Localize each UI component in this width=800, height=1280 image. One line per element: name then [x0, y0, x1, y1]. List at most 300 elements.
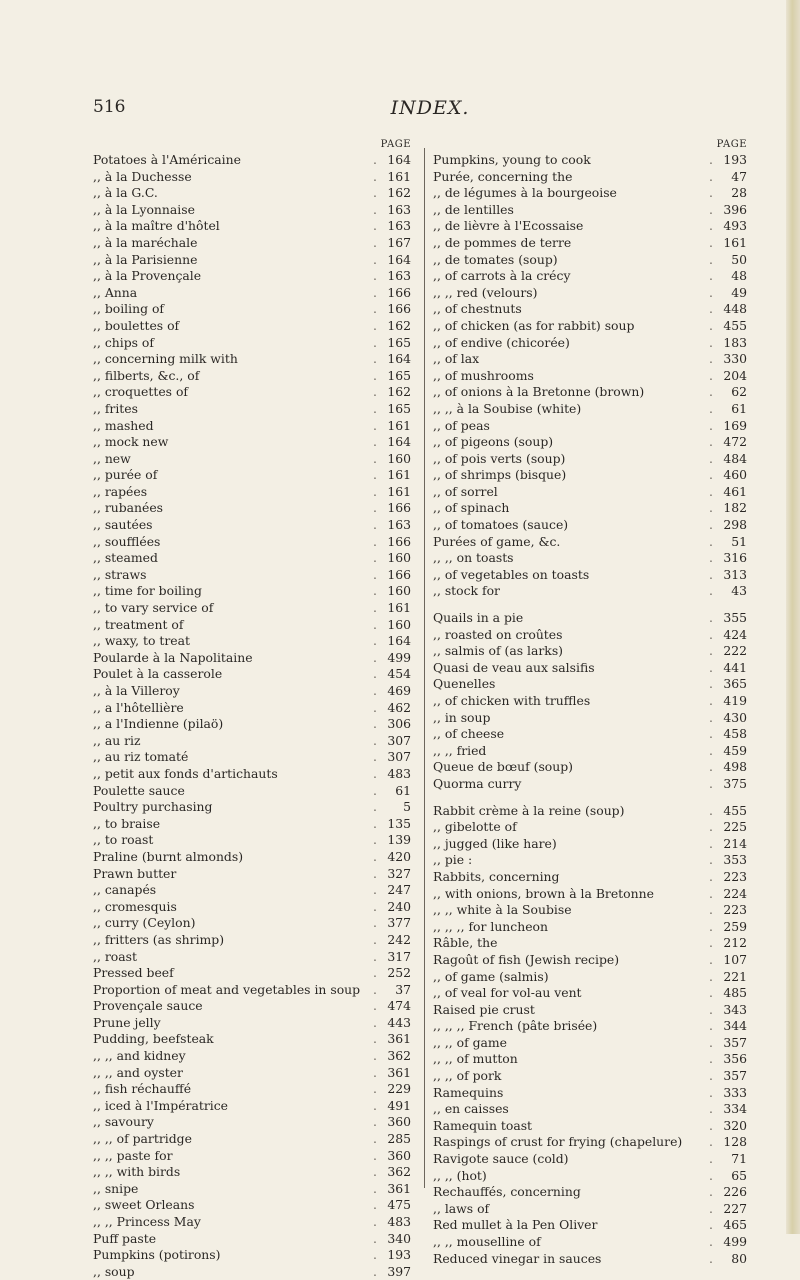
entry-page: 166	[387, 500, 411, 516]
index-entry	[433, 852, 747, 869]
index-entry	[93, 301, 411, 318]
index-entry	[433, 1018, 747, 1035]
entry-page: 214	[723, 835, 747, 851]
index-entry	[93, 318, 411, 335]
leader-dots: .	[373, 417, 377, 433]
entry-text: ,, of mushrooms	[433, 367, 534, 383]
entry-text: ,, stock for	[433, 583, 500, 599]
entry-page: 162	[387, 317, 411, 333]
entry-page: 247	[387, 882, 411, 898]
leader-dots: .	[373, 616, 377, 632]
entry-text: ,, au riz tomaté	[93, 749, 189, 765]
leader-dots: .	[709, 168, 713, 184]
leader-dots: .	[373, 218, 377, 234]
leader-dots: .	[709, 1184, 713, 1200]
entry-page: 474	[387, 998, 411, 1014]
index-entry	[93, 368, 411, 385]
entry-page: 50	[731, 251, 747, 267]
index-entry	[433, 467, 747, 484]
entry-page: 80	[731, 1250, 747, 1266]
entry-text: ,, of vegetables on toasts	[433, 566, 590, 582]
entry-text: ,, à la Parisienne	[93, 251, 198, 267]
leader-dots: .	[373, 1263, 377, 1279]
entry-text: ,, boulettes of	[93, 317, 180, 333]
leader-dots: .	[373, 732, 377, 748]
entry-page: 455	[723, 317, 747, 333]
index-entry	[93, 550, 411, 567]
column-divider	[424, 148, 425, 1188]
entry-text: ,, rubanées	[93, 500, 164, 516]
entry-text: ,, ,, paste for	[93, 1147, 173, 1163]
entry-page: 330	[723, 351, 747, 367]
entry-page: 377	[387, 915, 411, 931]
entry-text: ,, ,, à la Soubise (white)	[433, 400, 582, 416]
entry-page: 65	[731, 1167, 747, 1183]
entry-text: Ragoût of fish (Jewish recipe)	[433, 951, 620, 967]
entry-text: ,, Anna	[93, 284, 138, 300]
entry-page: 357	[723, 1068, 747, 1084]
leader-dots: .	[373, 533, 377, 549]
entry-page: 441	[723, 659, 747, 675]
entry-text: Pumpkins (potirons)	[93, 1247, 221, 1263]
leader-dots: .	[373, 583, 377, 599]
index-entry	[93, 384, 411, 401]
entry-page: 340	[387, 1230, 411, 1246]
leader-dots: .	[373, 400, 377, 416]
entry-text: Ramequins	[433, 1084, 504, 1100]
entry-page: 499	[387, 649, 411, 665]
entry-text: Puff paste	[93, 1230, 157, 1246]
index-entry	[433, 401, 747, 418]
leader-dots: .	[373, 948, 377, 964]
leader-dots: .	[373, 268, 377, 284]
leader-dots: .	[709, 1151, 713, 1167]
entry-text: ,, soufflées	[93, 533, 161, 549]
entry-text: ,, of lax	[433, 351, 480, 367]
leader-dots: .	[709, 802, 713, 818]
index-entry	[93, 733, 411, 750]
entry-page: 313	[723, 566, 747, 582]
entry-text: ,, soup	[93, 1263, 135, 1279]
entry-text: Prawn butter	[93, 865, 177, 881]
entry-page: 51	[731, 533, 747, 549]
entry-page: 443	[387, 1014, 411, 1030]
index-entry	[93, 783, 411, 800]
entry-page: 320	[723, 1117, 747, 1133]
entry-page: 166	[387, 566, 411, 582]
entry-page: 135	[387, 815, 411, 831]
entry-page: 161	[387, 483, 411, 499]
leader-dots: .	[373, 882, 377, 898]
entry-text: ,, ,, and oyster	[93, 1064, 183, 1080]
index-entry	[93, 982, 411, 999]
entry-page: 483	[387, 1214, 411, 1229]
leader-dots: .	[373, 666, 377, 682]
index-entry	[93, 816, 411, 833]
leader-dots: .	[373, 1180, 377, 1196]
entry-text: Raised pie crust	[433, 1001, 535, 1017]
index-entry	[93, 434, 411, 451]
leader-dots: .	[373, 168, 377, 184]
entry-text: Poultry purchasing	[93, 799, 213, 815]
index-entry	[93, 583, 411, 600]
entry-page: 448	[723, 301, 747, 317]
entry-page: 307	[387, 732, 411, 748]
entry-page: 37	[395, 981, 411, 997]
entry-page: 491	[387, 1097, 411, 1113]
leader-dots: .	[373, 1214, 377, 1229]
entry-page: 454	[387, 666, 411, 682]
entry-page: 183	[723, 334, 747, 350]
entry-page: 327	[387, 865, 411, 881]
entry-text: Poularde à la Napolitaine	[93, 649, 253, 665]
entry-page: 362	[387, 1048, 411, 1064]
leader-dots: .	[709, 1034, 713, 1050]
entry-text: ,, ,, with birds	[93, 1164, 181, 1180]
entry-text: Praline (burnt almonds)	[93, 848, 244, 864]
index-entry	[433, 1151, 747, 1168]
index-entry	[433, 1002, 747, 1019]
leader-dots: .	[373, 234, 377, 250]
entry-text: Quails in a pie	[433, 610, 524, 626]
leader-dots: .	[709, 301, 713, 317]
index-entry	[93, 700, 411, 717]
entry-text: Red mullet à la Pen Oliver	[433, 1217, 598, 1233]
index-entry	[93, 965, 411, 982]
leader-dots: .	[709, 775, 713, 791]
leader-dots: .	[373, 1114, 377, 1130]
entry-page: 227	[723, 1200, 747, 1216]
entry-text: ,, mashed	[93, 417, 154, 433]
entry-text: ,, roast	[93, 948, 137, 964]
entry-page: 164	[387, 633, 411, 649]
leader-dots: .	[373, 1131, 377, 1147]
leader-dots: .	[709, 367, 713, 383]
index-entry	[93, 169, 411, 186]
leader-dots: .	[709, 384, 713, 400]
entry-text: ,, filberts, &c., of	[93, 367, 200, 383]
index-entry	[433, 660, 747, 677]
index-entry	[93, 1181, 411, 1198]
leader-dots: .	[709, 251, 713, 267]
entry-text: ,, of pois verts (soup)	[433, 450, 566, 466]
leader-dots: .	[709, 583, 713, 599]
entry-text: ,, fish réchauffé	[93, 1081, 192, 1097]
index-entry	[93, 1031, 411, 1048]
leader-dots: .	[709, 868, 713, 884]
entry-page: 460	[723, 467, 747, 483]
index-entry	[93, 1048, 411, 1065]
index-entry	[93, 484, 411, 501]
index-entry	[93, 617, 411, 634]
entry-text: ,, to braise	[93, 815, 161, 831]
leader-dots: .	[709, 1068, 713, 1084]
index-entry	[433, 1085, 747, 1102]
index-entry	[93, 1197, 411, 1214]
entry-page: 160	[387, 583, 411, 599]
index-entry	[433, 301, 747, 318]
leader-dots: .	[373, 367, 377, 383]
entry-text: ,, of chestnuts	[433, 301, 522, 317]
entry-page: 160	[387, 616, 411, 632]
index-entry	[433, 484, 747, 501]
entry-text: Quenelles	[433, 676, 496, 692]
leader-dots: .	[709, 1217, 713, 1233]
index-entry	[433, 1168, 747, 1185]
entry-text: ,, ,, ,, for luncheon	[433, 918, 548, 934]
entry-text: Pressed beef	[93, 965, 174, 981]
entry-page: 161	[387, 467, 411, 483]
entry-text: ,, ,, fried	[433, 742, 487, 758]
entry-text: ,, gibelotte of	[433, 819, 517, 835]
index-entry	[433, 776, 747, 793]
entry-page: 161	[387, 600, 411, 616]
entry-text: ,, cromesquis	[93, 898, 177, 914]
index-entry	[433, 534, 747, 551]
leader-dots: .	[373, 1197, 377, 1213]
page-number: 516	[93, 97, 126, 117]
entry-text: ,, sweet Orleans	[93, 1197, 195, 1213]
entry-page: 472	[723, 434, 747, 450]
leader-dots: .	[373, 1247, 377, 1263]
leader-dots: .	[709, 1117, 713, 1133]
entry-text: ,, snipe	[93, 1180, 139, 1196]
index-entry	[433, 451, 747, 468]
leader-dots: .	[373, 185, 377, 201]
entry-text: Quorma curry	[433, 775, 522, 791]
leader-dots: .	[373, 500, 377, 516]
leader-dots: .	[709, 550, 713, 566]
leader-dots: .	[709, 985, 713, 1001]
leader-dots: .	[373, 1147, 377, 1163]
entry-text: ,, mock new	[93, 434, 169, 450]
leader-dots: .	[709, 885, 713, 901]
leader-dots: .	[373, 251, 377, 267]
entry-text: Rechauffés, concerning	[433, 1184, 581, 1200]
entry-text: ,, a l'hôtellière	[93, 699, 184, 715]
column-header: PAGE	[716, 139, 747, 150]
entry-page: 361	[387, 1180, 411, 1196]
index-entry	[433, 1101, 747, 1118]
entry-page: 307	[387, 749, 411, 765]
leader-dots: .	[709, 1101, 713, 1117]
entry-page: 128	[723, 1134, 747, 1150]
entry-page: 43	[731, 583, 747, 599]
index-entry	[433, 583, 747, 600]
entry-page: 485	[723, 985, 747, 1001]
index-entry	[433, 318, 747, 335]
leader-dots: .	[709, 742, 713, 758]
index-entry	[433, 235, 747, 252]
leader-dots: .	[373, 815, 377, 831]
index-entry	[433, 500, 747, 517]
leader-dots: .	[709, 185, 713, 201]
entry-page: 361	[387, 1031, 411, 1047]
index-entry	[433, 676, 747, 693]
entry-page: 306	[387, 716, 411, 732]
index-entry	[433, 1035, 747, 1052]
leader-dots: .	[373, 1048, 377, 1064]
entry-text: ,, new	[93, 450, 131, 466]
entry-page: 396	[723, 201, 747, 217]
entry-page: 316	[723, 550, 747, 566]
leader-dots: .	[709, 709, 713, 725]
leader-dots: .	[373, 931, 377, 947]
leader-dots: .	[709, 467, 713, 483]
entry-text: Queue de bœuf (soup)	[433, 759, 574, 775]
entry-page: 164	[387, 251, 411, 267]
entry-page: 49	[731, 284, 747, 300]
leader-dots: .	[709, 968, 713, 984]
index-entry	[93, 899, 411, 916]
entry-page: 167	[387, 234, 411, 250]
entry-text: ,, petit aux fonds d'artichauts	[93, 765, 278, 781]
entry-text: Ramequin toast	[433, 1117, 533, 1133]
index-entry	[93, 766, 411, 783]
entry-page: 166	[387, 533, 411, 549]
index-entry	[93, 1247, 411, 1264]
entry-page: 193	[723, 152, 747, 167]
index-entry	[433, 819, 747, 836]
entry-page: 357	[723, 1034, 747, 1050]
leader-dots: .	[373, 284, 377, 300]
index-entry	[433, 368, 747, 385]
entry-page: 169	[723, 417, 747, 433]
leader-dots: .	[709, 450, 713, 466]
leader-dots: .	[709, 835, 713, 851]
index-entry	[93, 351, 411, 368]
index-entry	[93, 451, 411, 468]
entry-text: ,, roasted on croûtes	[433, 626, 563, 642]
entries-left	[93, 152, 411, 1280]
entry-page: 298	[723, 517, 747, 533]
leader-dots: .	[373, 848, 377, 864]
leader-dots: .	[373, 600, 377, 616]
entry-page: 161	[387, 168, 411, 184]
index-entry	[93, 335, 411, 352]
entry-text: ,, of pigeons (soup)	[433, 434, 554, 450]
index-entry	[433, 517, 747, 534]
entry-text: ,, time for boiling	[93, 583, 202, 599]
leader-dots: .	[709, 434, 713, 450]
entry-page: 493	[723, 218, 747, 234]
leader-dots: .	[709, 1134, 713, 1150]
entry-text: ,, de légumes à la bourgeoise	[433, 185, 617, 201]
index-entry	[433, 185, 747, 202]
index-entry	[433, 252, 747, 269]
entry-text: ,, of endive (chicorée)	[433, 334, 570, 350]
entry-page: 204	[723, 367, 747, 383]
leader-dots: .	[709, 918, 713, 934]
entry-page: 222	[723, 643, 747, 659]
entry-text: ,, ,, on toasts	[433, 550, 514, 566]
entry-text: ,, straws	[93, 566, 147, 582]
entry-page: 361	[387, 1064, 411, 1080]
index-entry	[93, 235, 411, 252]
entry-page: 355	[723, 610, 747, 626]
index-entry	[93, 152, 411, 169]
entry-page: 28	[731, 185, 747, 201]
index-entry	[433, 643, 747, 660]
entry-page: 360	[387, 1147, 411, 1163]
leader-dots: .	[373, 683, 377, 698]
entry-page: 317	[387, 948, 411, 964]
index-entry	[433, 1251, 747, 1268]
index-entry	[93, 633, 411, 650]
entry-text: ,, purée of	[93, 467, 158, 483]
index-entry	[433, 1068, 747, 1085]
index-entry	[433, 285, 747, 302]
index-entry	[433, 886, 747, 903]
entry-text: Râble, the	[433, 935, 498, 951]
index-entry	[433, 1234, 747, 1251]
entry-page: 139	[387, 832, 411, 848]
index-entry	[93, 882, 411, 899]
entry-text: ,, treatment of	[93, 616, 184, 632]
leader-dots: .	[373, 317, 377, 333]
entry-page: 48	[731, 268, 747, 284]
entry-text: ,, ,, Princess May	[93, 1214, 201, 1229]
entry-page: 166	[387, 301, 411, 317]
leader-dots: .	[373, 898, 377, 914]
index-entry	[93, 849, 411, 866]
entry-text: ,, pie :	[433, 852, 473, 868]
entry-page: 397	[387, 1263, 411, 1279]
leader-dots: .	[373, 301, 377, 317]
entry-page: 461	[723, 483, 747, 499]
entry-text: ,, ,, of partridge	[93, 1131, 192, 1147]
index-entry	[93, 1065, 411, 1082]
entry-text: ,, of chicken (as for rabbit) soup	[433, 317, 635, 333]
leader-dots: .	[709, 1001, 713, 1017]
index-entry	[433, 710, 747, 727]
index-entry	[433, 169, 747, 186]
entry-page: 375	[723, 775, 747, 791]
index-entry	[93, 1214, 411, 1231]
index-entry	[433, 550, 747, 567]
entry-page: 333	[723, 1084, 747, 1100]
entry-text: ,, de lentilles	[433, 201, 514, 217]
leader-dots: .	[373, 799, 377, 815]
index-entry	[433, 902, 747, 919]
entry-page: 161	[723, 234, 747, 250]
entry-page: 343	[723, 1001, 747, 1017]
index-entry	[433, 218, 747, 235]
entry-page: 61	[731, 400, 747, 416]
entry-text: ,, of peas	[433, 417, 490, 433]
entry-text: ,, à la maréchale	[93, 234, 198, 250]
entry-text: ,, in soup	[433, 709, 491, 725]
leader-dots: .	[373, 981, 377, 997]
leader-dots: .	[709, 610, 713, 626]
leader-dots: .	[709, 1200, 713, 1216]
leader-dots: .	[373, 566, 377, 582]
index-column-right	[433, 138, 747, 1267]
entry-text: Poulet à la casserole	[93, 666, 223, 682]
index-entry	[433, 743, 747, 760]
leader-dots: .	[373, 517, 377, 533]
index-entry	[93, 567, 411, 584]
entry-page: 242	[387, 931, 411, 947]
leader-dots: .	[373, 483, 377, 499]
leader-dots: .	[373, 699, 377, 715]
entry-text: ,, a l'Indienne (pilaö)	[93, 716, 224, 732]
leader-dots: .	[709, 400, 713, 416]
entry-text: ,, of carrots à la crécy	[433, 268, 571, 284]
entry-text: Purées of game, &c.	[433, 533, 561, 549]
entry-text: ,, of sorrel	[433, 483, 498, 499]
entry-text: ,, à la Villeroy	[93, 683, 180, 698]
